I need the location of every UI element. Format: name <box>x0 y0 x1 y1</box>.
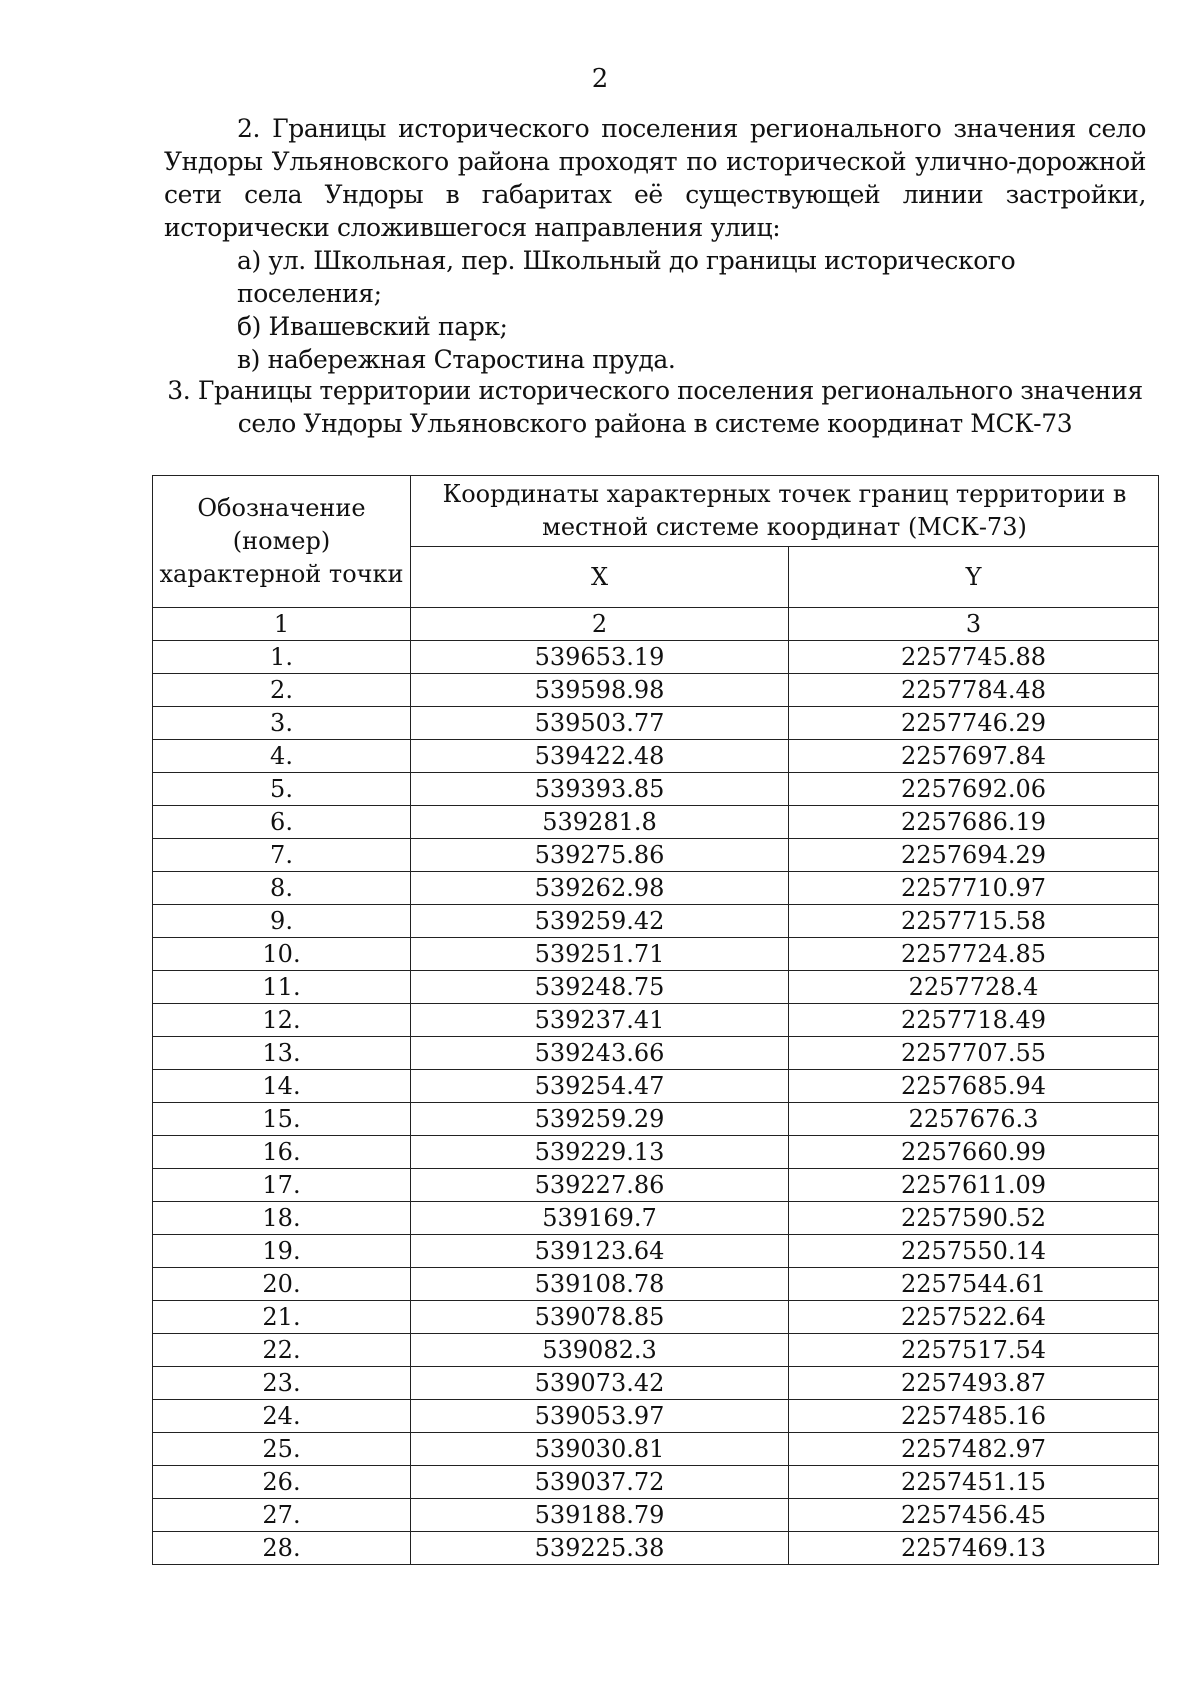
y-coordinate-cell: 2257469.13 <box>789 1532 1159 1565</box>
table-row <box>153 1268 1159 1301</box>
point-number-cell: 4. <box>153 740 411 773</box>
section-3-title-line-1: 3. Границы территории исторического поселения регионального значения <box>167 376 1143 405</box>
table-row <box>153 1103 1159 1136</box>
point-number-cell: 11. <box>153 971 411 1004</box>
point-number-cell: 20. <box>153 1268 411 1301</box>
point-number-cell: 13. <box>153 1037 411 1070</box>
point-number-cell: 21. <box>153 1301 411 1334</box>
column-number: 1 <box>153 608 411 641</box>
y-coordinate-cell: 2257522.64 <box>789 1301 1159 1334</box>
point-number-cell: 28. <box>153 1532 411 1565</box>
coordinates-table-body <box>153 641 1159 1565</box>
table-row <box>153 1532 1159 1565</box>
table-row <box>153 1367 1159 1400</box>
coordinates-table <box>152 475 1159 1565</box>
street-list-item: б) Ивашевский парк; <box>237 312 508 341</box>
x-coordinate-cell: 539053.97 <box>411 1400 789 1433</box>
y-coordinate-cell: 2257660.99 <box>789 1136 1159 1169</box>
table-row <box>153 1466 1159 1499</box>
x-coordinate-cell: 539169.7 <box>411 1202 789 1235</box>
point-number-cell: 3. <box>153 707 411 740</box>
x-coordinate-cell: 539243.66 <box>411 1037 789 1070</box>
point-number-cell: 16. <box>153 1136 411 1169</box>
x-coordinate-cell: 539037.72 <box>411 1466 789 1499</box>
point-number-cell: 24. <box>153 1400 411 1433</box>
point-number-cell: 14. <box>153 1070 411 1103</box>
table-row <box>153 1136 1159 1169</box>
table-row <box>153 1334 1159 1367</box>
point-number-cell: 6. <box>153 806 411 839</box>
x-coordinate-cell: 539393.85 <box>411 773 789 806</box>
x-coordinate-cell: 539227.86 <box>411 1169 789 1202</box>
point-number-cell: 18. <box>153 1202 411 1235</box>
y-coordinate-cell: 2257710.97 <box>789 872 1159 905</box>
y-coordinate-cell: 2257686.19 <box>789 806 1159 839</box>
x-coordinate-cell: 539108.78 <box>411 1268 789 1301</box>
street-list-item: в) набережная Старостина пруда. <box>237 345 676 374</box>
y-coordinate-cell: 2257611.09 <box>789 1169 1159 1202</box>
x-coordinate-cell: 539259.29 <box>411 1103 789 1136</box>
table-row <box>153 938 1159 971</box>
x-coordinate-cell: 539237.41 <box>411 1004 789 1037</box>
x-coordinate-cell: 539225.38 <box>411 1532 789 1565</box>
y-coordinate-cell: 2257451.15 <box>789 1466 1159 1499</box>
x-coordinate-cell: 539082.3 <box>411 1334 789 1367</box>
point-number-cell: 26. <box>153 1466 411 1499</box>
y-column-header: Y <box>789 547 1159 608</box>
x-coordinate-cell: 539653.19 <box>411 641 789 674</box>
x-coordinate-cell: 539254.47 <box>411 1070 789 1103</box>
point-number-cell: 15. <box>153 1103 411 1136</box>
table-row <box>153 1400 1159 1433</box>
table-row <box>153 971 1159 1004</box>
table-row <box>153 1070 1159 1103</box>
y-coordinate-cell: 2257544.61 <box>789 1268 1159 1301</box>
point-number-cell: 22. <box>153 1334 411 1367</box>
x-coordinate-cell: 539598.98 <box>411 674 789 707</box>
y-coordinate-cell: 2257676.3 <box>789 1103 1159 1136</box>
y-coordinate-cell: 2257692.06 <box>789 773 1159 806</box>
point-number-cell: 12. <box>153 1004 411 1037</box>
point-number-header: Обозначение (номер) характерной точки <box>153 476 411 608</box>
x-coordinate-cell: 539503.77 <box>411 707 789 740</box>
table-row <box>153 641 1159 674</box>
table-row <box>153 740 1159 773</box>
table-row <box>153 1433 1159 1466</box>
y-coordinate-cell: 2257697.84 <box>789 740 1159 773</box>
point-number-cell: 10. <box>153 938 411 971</box>
y-coordinate-cell: 2257728.4 <box>789 971 1159 1004</box>
column-number: 2 <box>411 608 789 641</box>
street-list <box>164 244 1146 376</box>
point-number-cell: 2. <box>153 674 411 707</box>
y-coordinate-cell: 2257784.48 <box>789 674 1159 707</box>
y-coordinate-cell: 2257694.29 <box>789 839 1159 872</box>
x-coordinate-cell: 539275.86 <box>411 839 789 872</box>
table-row <box>153 872 1159 905</box>
column-number: 3 <box>789 608 1159 641</box>
table-row <box>153 806 1159 839</box>
y-coordinate-cell: 2257493.87 <box>789 1367 1159 1400</box>
x-coordinate-cell: 539188.79 <box>411 1499 789 1532</box>
point-number-cell: 8. <box>153 872 411 905</box>
x-coordinate-cell: 539030.81 <box>411 1433 789 1466</box>
table-row <box>153 839 1159 872</box>
x-coordinate-cell: 539229.13 <box>411 1136 789 1169</box>
point-number-cell: 23. <box>153 1367 411 1400</box>
table-row <box>153 674 1159 707</box>
point-number-cell: 5. <box>153 773 411 806</box>
point-number-cell: 17. <box>153 1169 411 1202</box>
x-coordinate-cell: 539281.8 <box>411 806 789 839</box>
table-row <box>153 1037 1159 1070</box>
y-coordinate-cell: 2257715.58 <box>789 905 1159 938</box>
x-coordinate-cell: 539259.42 <box>411 905 789 938</box>
table-row <box>153 1235 1159 1268</box>
point-number-cell: 1. <box>153 641 411 674</box>
point-number-cell: 7. <box>153 839 411 872</box>
table-row <box>153 773 1159 806</box>
y-coordinate-cell: 2257745.88 <box>789 641 1159 674</box>
section-3-title <box>150 374 1160 440</box>
x-coordinate-cell: 539248.75 <box>411 971 789 1004</box>
x-coordinate-cell: 539251.71 <box>411 938 789 971</box>
table-row <box>153 707 1159 740</box>
y-coordinate-cell: 2257485.16 <box>789 1400 1159 1433</box>
coordinates-group-header: Координаты характерных точек границ территории в местной системе координат (МСК-73) <box>411 476 1159 547</box>
street-list-item: а) ул. Школьная, пер. Школьный до границы исторического поселения; <box>237 246 1016 308</box>
x-coordinate-cell: 539262.98 <box>411 872 789 905</box>
x-column-header: X <box>411 547 789 608</box>
table-row <box>153 1301 1159 1334</box>
y-coordinate-cell: 2257718.49 <box>789 1004 1159 1037</box>
page-number: 2 <box>591 64 609 94</box>
point-number-cell: 9. <box>153 905 411 938</box>
x-coordinate-cell: 539073.42 <box>411 1367 789 1400</box>
y-coordinate-cell: 2257550.14 <box>789 1235 1159 1268</box>
column-numbers-row <box>153 608 1159 641</box>
table-row <box>153 1202 1159 1235</box>
y-coordinate-cell: 2257707.55 <box>789 1037 1159 1070</box>
section-2-paragraph: 2. Границы исторического поселения регионального значения село Ундоры Ульяновского района проходят по исторической улично-дорожной сети села Ундоры в габаритах её существующей линии застройки, исторически сложившегося направления улиц: <box>164 114 1146 242</box>
point-number-cell: 27. <box>153 1499 411 1532</box>
table-row <box>153 1004 1159 1037</box>
y-coordinate-cell: 2257456.45 <box>789 1499 1159 1532</box>
table-row <box>153 905 1159 938</box>
table-row <box>153 1499 1159 1532</box>
y-coordinate-cell: 2257746.29 <box>789 707 1159 740</box>
y-coordinate-cell: 2257590.52 <box>789 1202 1159 1235</box>
section-2-boundaries <box>164 112 1146 376</box>
table-row <box>153 1169 1159 1202</box>
y-coordinate-cell: 2257517.54 <box>789 1334 1159 1367</box>
x-coordinate-cell: 539422.48 <box>411 740 789 773</box>
point-number-cell: 25. <box>153 1433 411 1466</box>
section-3-title-line-2: село Ундоры Ульяновского района в системе координат МСК-73 <box>237 409 1073 438</box>
x-coordinate-cell: 539078.85 <box>411 1301 789 1334</box>
y-coordinate-cell: 2257724.85 <box>789 938 1159 971</box>
y-coordinate-cell: 2257482.97 <box>789 1433 1159 1466</box>
y-coordinate-cell: 2257685.94 <box>789 1070 1159 1103</box>
point-number-cell: 19. <box>153 1235 411 1268</box>
x-coordinate-cell: 539123.64 <box>411 1235 789 1268</box>
